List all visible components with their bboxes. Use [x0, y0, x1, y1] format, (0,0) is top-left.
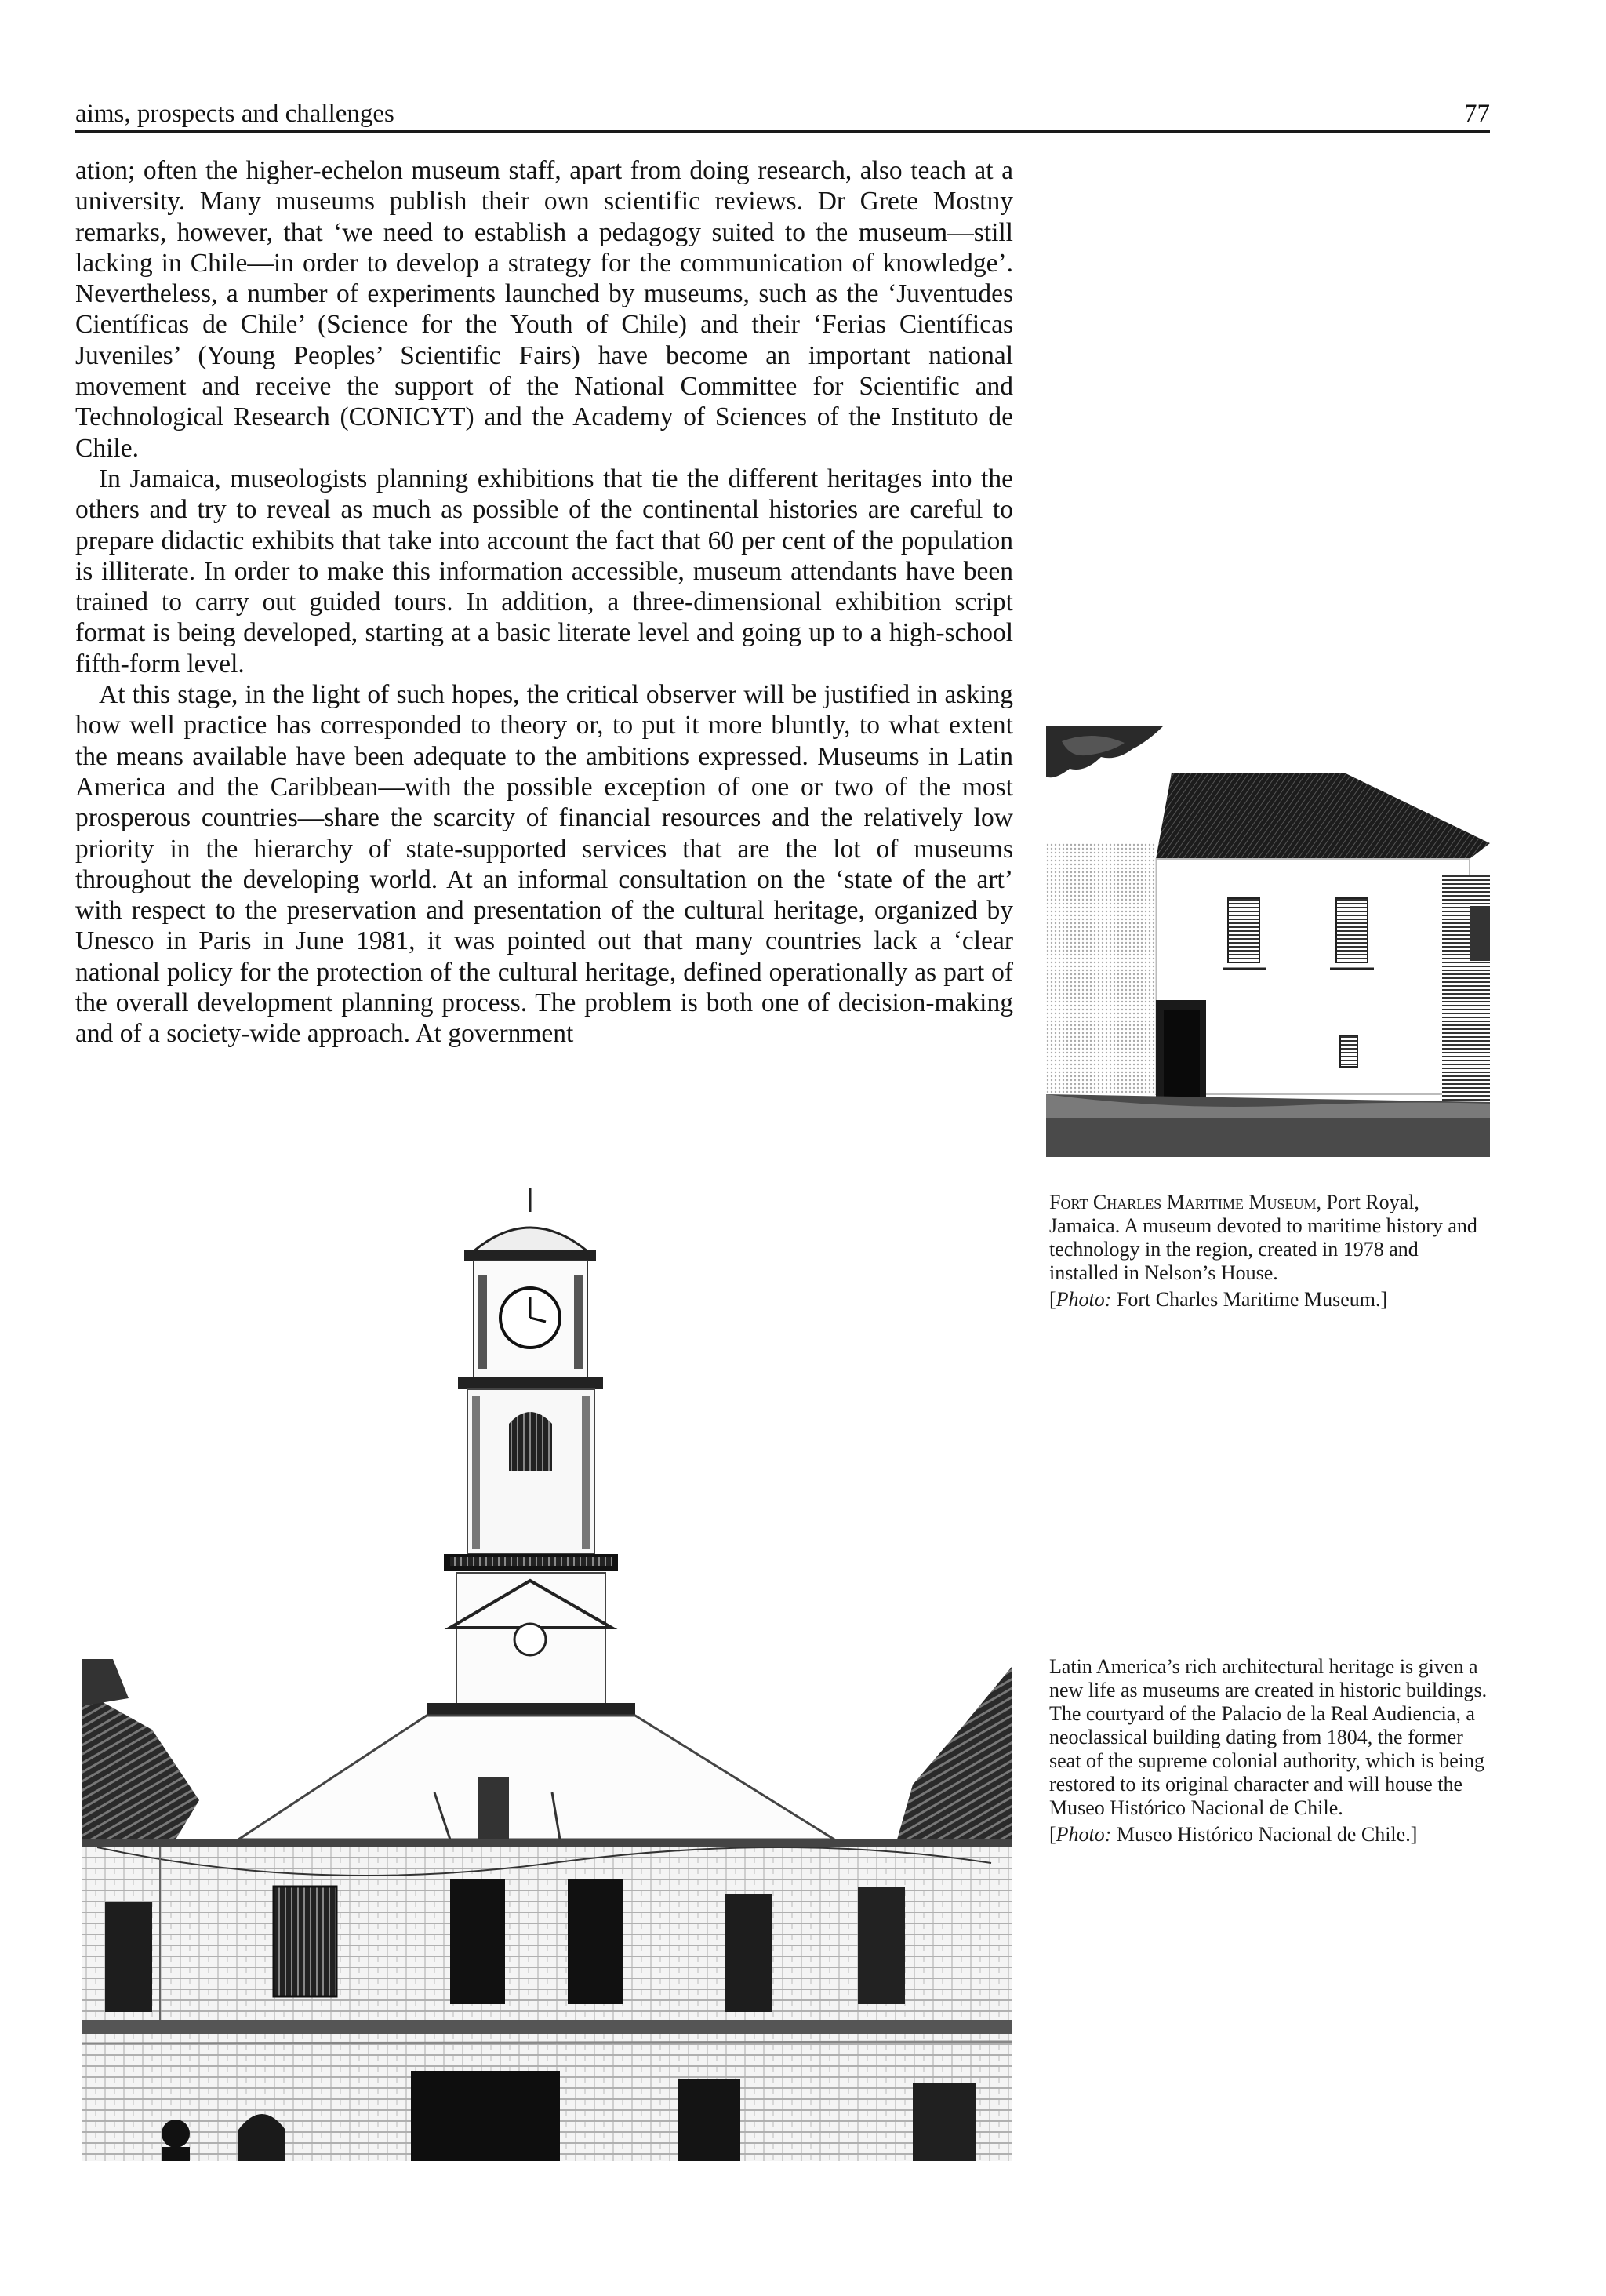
caption-body: , Port Royal, Jamaica. A museum devoted to maritime history and technology in the region, created in 1978 and installed in Nelson’s House. — [1049, 1191, 1477, 1284]
paragraph: In Jamaica, museologists planning exhibitions that tie the different heritages into the others and try to reveal as much as possible of the continental histories are careful to prepare didactic exhibits that take into account the fact that 60 per cent of the population is illiterate. In order to make this information accessible, museum attendants have been trained to carry out guided tours. In addition, a three-dimensional exhibition script format is being developed, starting at a basic literate level and going up to a high-school fifth-form level. — [75, 464, 1013, 679]
fort-charles-caption — [1049, 1191, 1488, 1312]
paragraph: At this stage, in the light of such hopes, the critical observer will be justified in asking how well practice has corresponded to theory or, to put it more bluntly, to what extent the means available have been adequate to the ambitions expressed. Museums in Latin America and the Caribbean—with the possible exception of one or two of the most prosperous countries—share the scarcity of financial resources and the relatively low priority in the hierarchy of state-supported services that are the lot of museums throughout the developing world. At an informal consultation on the ‘state of the art’ with respect to the preservation and presentation of the cultural heritage, organized by Unesco in Paris in June 1981, it was pointed out that many countries lack a ‘clear national policy for the protection of the cultural heritage, defined operationally as part of the overall development planning process. The problem is both one of decision-making and of a society-wide approach. At government — [75, 680, 1013, 1049]
photo-credit — [1049, 1823, 1488, 1847]
photo-credit — [1049, 1288, 1488, 1312]
caption-text — [1049, 1191, 1488, 1285]
credit-text: Fort Charles Maritime Museum. — [1116, 1288, 1381, 1311]
credit-close-bracket: ] — [1410, 1823, 1418, 1846]
credit-open-bracket: [ — [1049, 1288, 1056, 1311]
running-title: aims, prospects and challenges — [75, 100, 394, 128]
palacio-caption — [1049, 1655, 1488, 1847]
caption-body: Latin America’s rich architectural heritage is given a new life as museums are created in historic buildings. The courtyard of the Palacio de la Real Audiencia, a neoclassical building dating from 1804, the former seat of the supreme colonial authority, which is being restored to its original character and will house the Museo Histórico Nacional de Chile. — [1049, 1655, 1488, 1819]
body-text — [75, 155, 1013, 1050]
credit-label: Photo: — [1056, 1823, 1112, 1846]
paragraph: ation; often the higher-echelon museum staff, apart from doing research, also teach at a university. Many museums publish their own scientific reviews. Dr Grete Mostny remarks, however, that ‘we need to establish a pedagogy suited to the museum—still lacking in Chile—in order to develop a strategy for the communication of knowledge’. Nevertheless, a number of experiments launched by museums, such as the ‘Juventudes Científicas de Chile’ (Science for the Youth of Chile) and their ‘Ferias Científicas Juveniles’ (Young Peoples’ Scientific Fairs) have become an important national movement and receive the support of the National Committee for Scientific and Technological Research (CONICYT) and the Academy of Sciences of the Instituto de Chile. — [75, 156, 1013, 463]
fort-charles-photo — [1046, 726, 1490, 1157]
credit-text: Museo Histórico Nacional de Chile. — [1116, 1823, 1411, 1846]
page-number: 77 — [1464, 100, 1490, 128]
caption-title: Fort Charles Maritime Museum — [1049, 1191, 1317, 1213]
credit-label: Photo: — [1056, 1288, 1112, 1311]
palacio-real-audiencia-photo — [82, 1188, 1012, 2161]
running-header — [75, 88, 1490, 133]
credit-close-bracket: ] — [1380, 1288, 1388, 1311]
credit-open-bracket: [ — [1049, 1823, 1056, 1846]
